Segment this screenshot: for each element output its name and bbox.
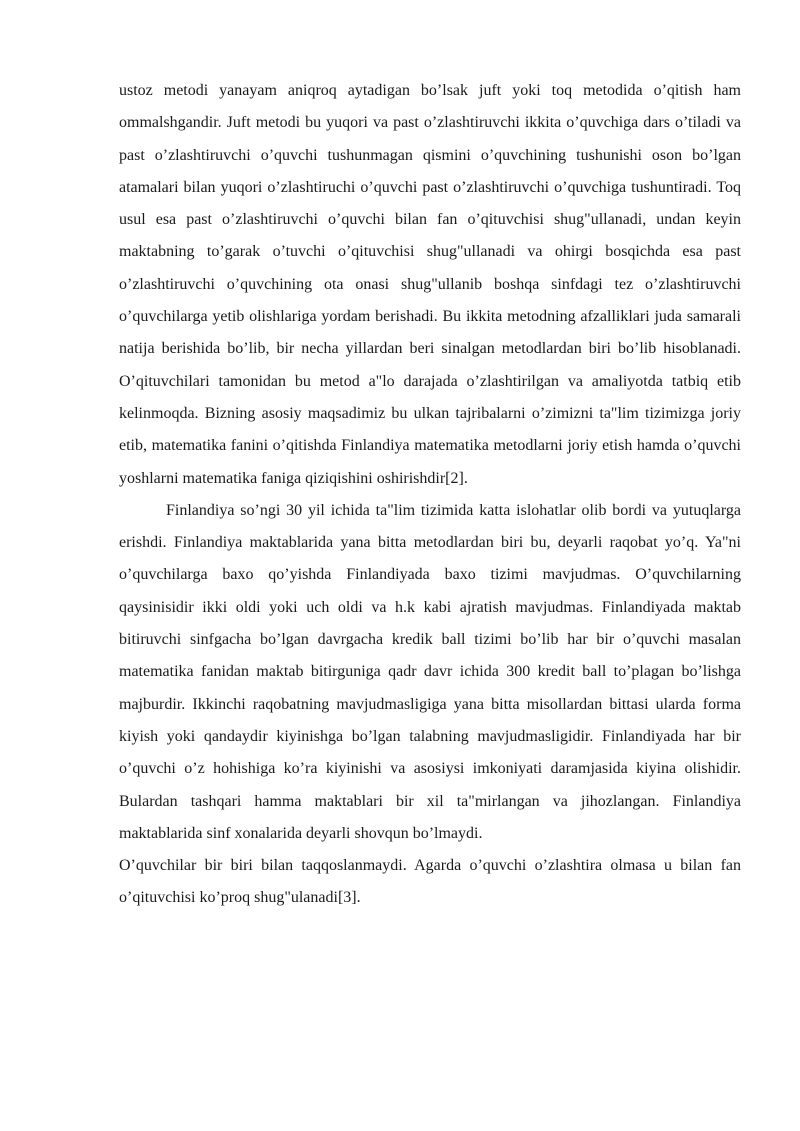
paragraph-oquvchilar-taqqoslanmaydi: O’quvchilar bir biri bilan taqqoslanmaydi. Agarda o’quvchi o’zlashtira olmasa u bilan fan o’qituvchisi ko’proq shug"ulanadi[3]. — [119, 857, 741, 907]
paragraph-ustoz-metodi: ustoz metodi yanayam aniqroq aytadigan bo’lsak juft yoki toq metodida o’qitish ham ommalshgandir. Juft metodi bu yuqori va past o’zlashtiruvchi ikkita o’quvchiga dars o’tiladi va past o’zlashtiruvchi o’quvchi tushunmagan qismini o’quvchining tushunishi oson bo’lgan atamalari bilan yuqori o’zlashtiruchi o’quvchi past o’zlashtiruvchi o’quvchiga tushuntiradi. Toq usul esa past o’zlashtiruvchi o’quvchi bilan fan o’qituvchisi shug"ullanadi, undan keyin maktabning to’garak o’tuvchi o’qituvchisi shug"ullanadi va ohirgi bosqichda esa past o’zlashtiruvchi o’quvchining ota onasi shug"ullanib boshqa sinfdagi tez o’zlashtiruvchi o’quvchilarga yetib olishlariga yordam berishadi. Bu ikkita metodning afzalliklari juda samarali natija berishida bo’lib, bir necha yillardan beri sinalgan metodlardan biri bo’lib hisoblanadi. O’qituvchilari tamonidan bu metod a"lo darajada o’zlashtirilgan va amaliyotda tatbiq etib kelinmoqda. Bizning asosiy maqsadimiz bu ulkan tajribalarni o’zimizni ta"lim tizimizga joriy etib, matematika fanini o’qitishda Finlandiya matematika metodlarni joriy etish hamda o’quvchi yoshlarni matematika faniga qiziqishini oshirishdir[2]. — [119, 82, 741, 487]
document-page — [119, 75, 741, 915]
paragraph-finlandiya-islohatlar: Finlandiya so’ngi 30 yil ichida ta"lim tizimida katta islohatlar olib bordi va yutuqlarga erishdi. Finlandiya maktablarida yana bitta metodlardan biri bu, deyarli raqobat yo’q. Ya"ni o’quvchilarga baxo qo’yishda Finlandiyada baxo tizimi mavjudmas. O’quvchilarning qaysinisidir ikki oldi yoki uch oldi va h.k kabi ajratish mavjudmas. Finlandiyada maktab bitiruvchi sinfgacha bo’lgan davrgacha kredik ball tizimi bo’lib har bir o’quvchi masalan matematika fanidan maktab bitirguniga qadr davr ichida 300 kredit ball to’plagan bo’lishga majburdir. Ikkinchi raqobatning mavjudmasligiga yana bitta misollardan bittasi ularda forma kiyish yoki qandaydir kiyinishga bo’lgan talabning mavjudmasligidir. Finlandiyada har bir o’quvchi o’z hohishiga ko’ra kiyinishi va asosiysi imkoniyati daramjasida kiyina olishidir. Bulardan tashqari hamma maktablari bir xil ta"mirlangan va jihozlangan. Finlandiya maktablarida sinf xonalarida deyarli shovqun bo’lmaydi. — [119, 501, 741, 842]
